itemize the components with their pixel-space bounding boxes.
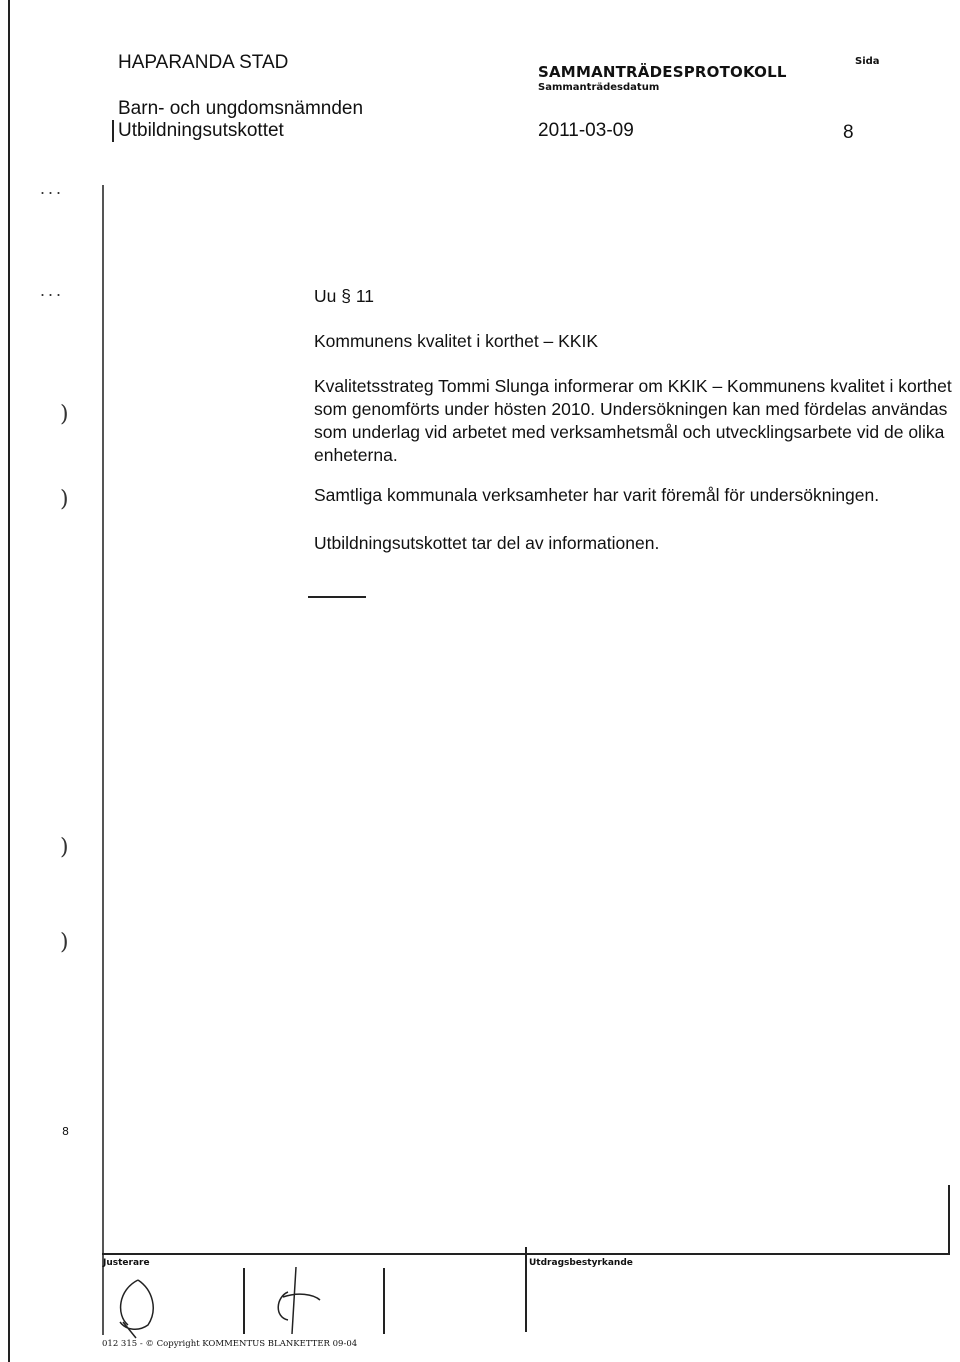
- committee-name: Utbildningsutskottet: [118, 120, 284, 141]
- signature-box-divider: [383, 1268, 385, 1334]
- body-paragraph: Utbildningsutskottet tar del av informationen.: [314, 533, 660, 553]
- margin-paren-mark: ): [60, 930, 69, 955]
- margin-dots: ...: [40, 178, 65, 198]
- signature-mark: [258, 1262, 328, 1340]
- signature-box-divider: [525, 1247, 527, 1332]
- body-paragraph: Samtliga kommunala verksamheter har varit föremål för undersökningen.: [314, 485, 880, 505]
- signature-mark: [108, 1270, 168, 1340]
- date-label: Sammanträdesdatum: [538, 82, 660, 93]
- margin-paren-mark: ): [60, 835, 69, 860]
- page-number: 8: [843, 122, 854, 143]
- document-title: SAMMANTRÄDESPROTOKOLL: [538, 63, 787, 81]
- footer-copyright: 012 315 - © Copyright KOMMENTUS BLANKETTER 09-04: [102, 1339, 358, 1349]
- section-title: Kommunens kvalitet i korthet – KKIK: [314, 331, 599, 351]
- end-rule: [308, 596, 366, 598]
- meeting-date: 2011-03-09: [538, 120, 634, 141]
- margin-paren-mark: ): [60, 487, 69, 512]
- organization-name: HAPARANDA STAD: [118, 52, 289, 73]
- header-divider-line: [112, 120, 114, 142]
- extract-label: Utdragsbestyrkande: [529, 1258, 633, 1268]
- side-page-number: 8: [62, 1125, 69, 1138]
- margin-dots: ...: [40, 280, 65, 300]
- section-paragraph-id: Uu § 11: [314, 286, 374, 306]
- page-label: Sida: [855, 56, 880, 67]
- signature-box-divider: [243, 1268, 245, 1334]
- body-paragraph: Kvalitetsstrateg Tommi Slunga informerar om KKIK – Kommunens kvalitet i korthet som genomförts under hösten 2010. Undersökningen kan med fördelas användas som underlag vid arbetet med verksamhetsmål och utvecklingsarbete vid de olika enheterna.: [314, 376, 952, 465]
- signature-box-divider: [948, 1185, 950, 1255]
- board-name: Barn- och ungdomsnämnden: [118, 98, 364, 119]
- margin-paren-mark: ): [60, 402, 69, 427]
- content-margin-line: [102, 185, 104, 1335]
- left-margin-line: [8, 0, 10, 1362]
- adjusters-label: Justerare: [103, 1258, 150, 1268]
